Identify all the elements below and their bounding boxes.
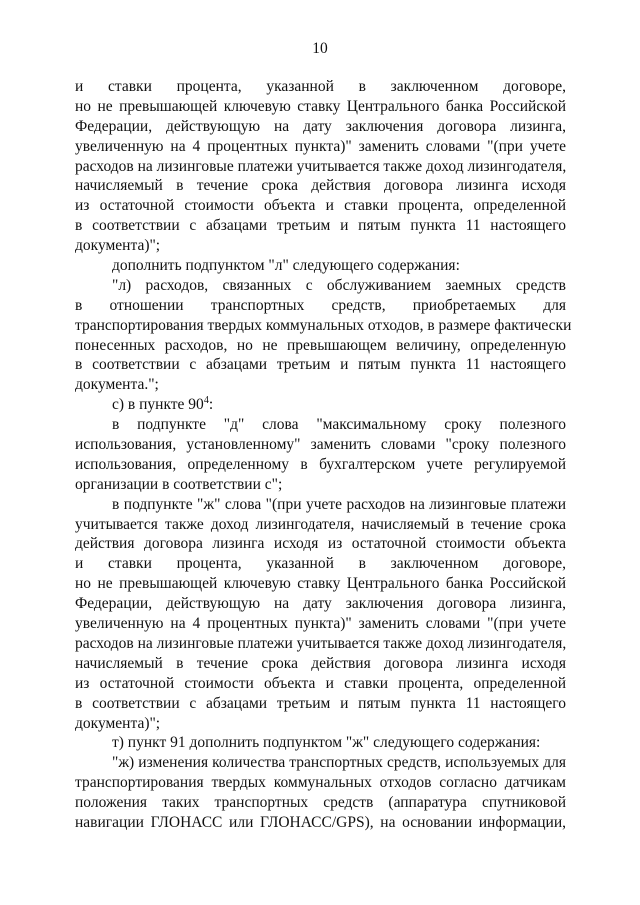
document-body bbox=[75, 77, 572, 833]
text-line: "л) расходов, связанных с обслуживанием заемных средств bbox=[112, 276, 566, 294]
text-line: расходов на лизинговые платежи учитывается также доход лизингодателя, bbox=[75, 157, 567, 175]
text-line: "ж) изменения количества транспортных средств, используемых для bbox=[112, 754, 566, 772]
text-line: положения таких транспортных средств (аппаратура спутниковой bbox=[75, 794, 566, 812]
text-line: организации в соответствии с"; bbox=[75, 475, 283, 493]
text-line: увеличенную на 4 процентных пункта)" заменить словами "(при учете bbox=[75, 137, 566, 155]
text-line: расходов на лизинговые платежи учитывается также доход лизингодателя, bbox=[75, 634, 567, 652]
text-line: документа)"; bbox=[75, 237, 161, 255]
text-line: Федерации, действующую на дату заключения договора лизинга, bbox=[75, 595, 566, 613]
text-line: Федерации, действующую на дату заключения договора лизинга, bbox=[75, 117, 566, 135]
text-line: начисляемый в течение срока действия договора лизинга исходя bbox=[75, 654, 566, 672]
text-line-with-superscript bbox=[75, 395, 566, 415]
text-line: т) пункт 91 дополнить подпунктом "ж" следующего содержания: bbox=[112, 734, 541, 752]
text-line: но не превышающей ключевую ставку Центрального банка Российской bbox=[75, 97, 566, 115]
text-line: транспортирования твердых коммунальных отходов, в размере фактически bbox=[75, 316, 572, 334]
text-line: документа."; bbox=[75, 376, 159, 394]
text-line: в подпункте "д" слова "максимальному сроку полезного bbox=[112, 416, 566, 434]
text-line: дополнить подпунктом "л" следующего содержания: bbox=[112, 257, 460, 275]
text-line: начисляемый в течение срока действия договора лизинга исходя bbox=[75, 177, 566, 195]
text-line-suffix: : bbox=[208, 396, 214, 414]
text-line: учитывается также доход лизингодателя, начисляемый в течение срока bbox=[75, 515, 566, 533]
text-line: использования, установленному" заменить словами "сроку полезного bbox=[75, 436, 566, 454]
text-line: в соответствии с абзацами третьим и пятым пункта 11 настоящего bbox=[75, 356, 566, 374]
text-line: в соответствии с абзацами третьим и пятым пункта 11 настоящего bbox=[75, 217, 566, 235]
text-line: в отношении транспортных средств, приобретаемых для bbox=[75, 296, 566, 314]
text-line: использования, определенному в бухгалтерском учете регулируемой bbox=[75, 455, 566, 473]
text-line: из остаточной стоимости объекта и ставки процента, определенной bbox=[75, 197, 566, 215]
text-line: в соответствии с абзацами третьим и пятым пункта 11 настоящего bbox=[75, 694, 566, 712]
text-line: понесенных расходов, но не превышающем величину, определенную bbox=[75, 336, 566, 354]
text-line: увеличенную на 4 процентных пункта)" заменить словами "(при учете bbox=[75, 615, 566, 633]
text-line: документа)"; bbox=[75, 714, 161, 732]
text-line: из остаточной стоимости объекта и ставки процента, определенной bbox=[75, 674, 566, 692]
text-line-main: с) в пункте 90 bbox=[112, 396, 204, 414]
text-line: но не превышающей ключевую ставку Центрального банка Российской bbox=[75, 575, 566, 593]
page-number: 10 bbox=[312, 40, 328, 57]
text-line: действия договора лизинга исходя из остаточной стоимости объекта bbox=[75, 535, 566, 553]
superscript: 4 bbox=[203, 395, 209, 407]
text-line: в подпункте "ж" слова "(при учете расходов на лизинговые платежи bbox=[112, 495, 566, 513]
text-line: и ставки процента, указанной в заключенном договоре, bbox=[75, 78, 566, 95]
text-line: транспортирования твердых коммунальных отходов согласно датчикам bbox=[75, 774, 566, 792]
text-line: навигации ГЛОНАСС или ГЛОНАСС/GPS), на основании информации, bbox=[75, 813, 566, 831]
text-line: и ставки процента, указанной в заключенном договоре, bbox=[75, 555, 566, 573]
